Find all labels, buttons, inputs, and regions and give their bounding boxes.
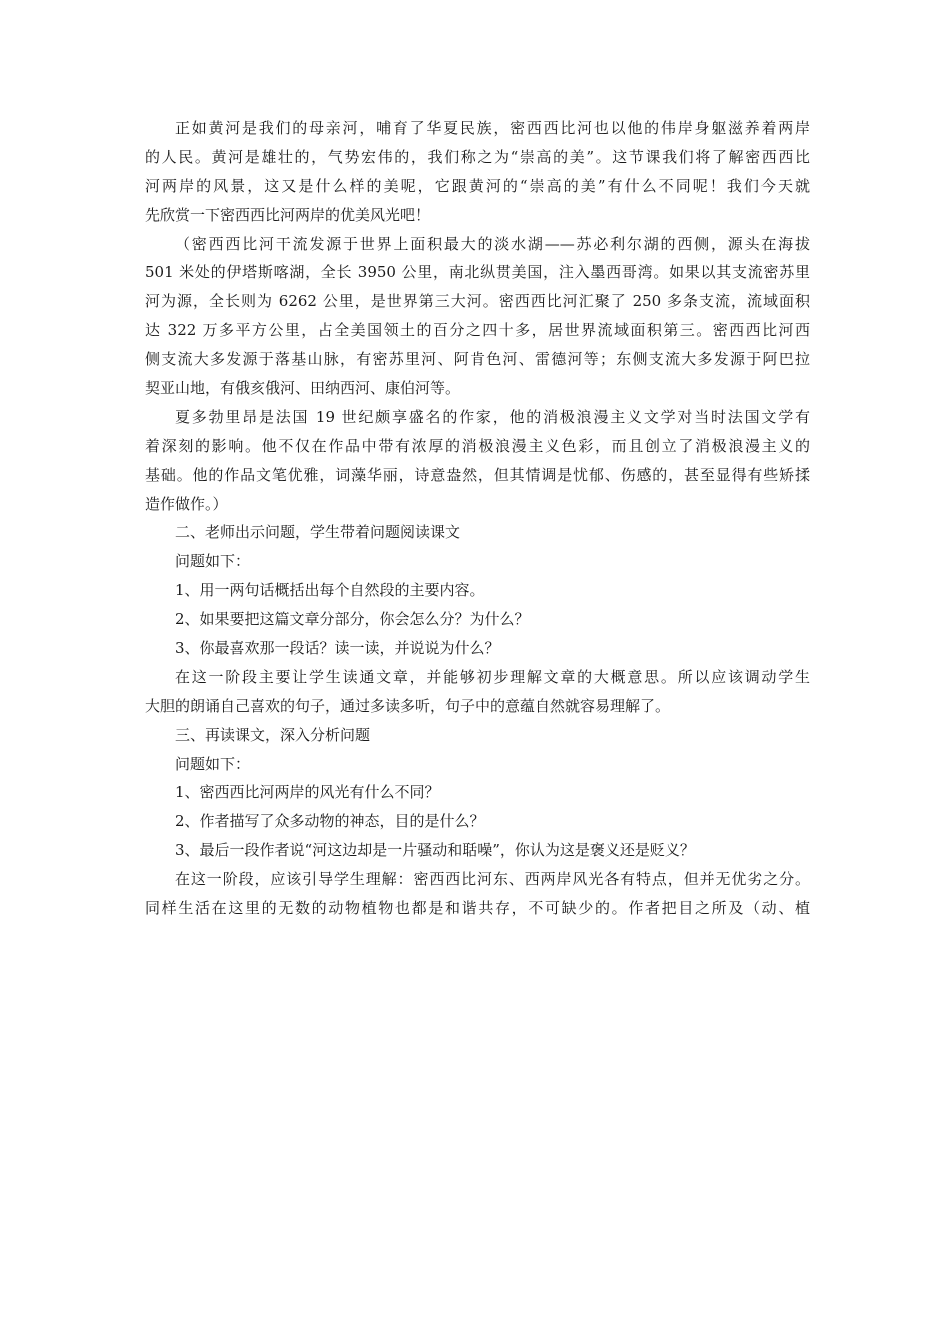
- text-line: 达 322 万多平方公里，占全美国领土的百分之四十多，居世界流域面积第三。密西西比河西: [145, 321, 810, 340]
- text-line: 在这一阶段，应该引导学生理解：密西西比河东、西两岸风光各有特点，但并无优劣之分。: [175, 870, 810, 889]
- text-line: 着深刻的影响。他不仅在作品中带有浓厚的消极浪漫主义色彩，而且创立了消极浪漫主义的: [145, 436, 810, 455]
- text-line: 问题如下：: [175, 754, 251, 773]
- text-line: 夏多勃里昂是法国 19 世纪颇享盛名的作家，他的消极浪漫主义文学对当时法国文学有: [175, 407, 810, 426]
- text-line: 侧支流大多发源于落基山脉，有密苏里河、阿肯色河、雷德河等；东侧支流大多发源于阿巴拉: [145, 350, 810, 369]
- question-item: 1、密西西比河两岸的风光有什么不同？: [175, 783, 440, 802]
- text-line: 造作做作。）: [145, 494, 228, 513]
- question-item: 2、作者描写了众多动物的神态，目的是什么？: [175, 812, 485, 831]
- text-line: 在这一阶段主要让学生读通文章，并能够初步理解文章的大概意思。所以应该调动学生: [175, 667, 810, 686]
- text-line: 先欣赏一下密西西比河两岸的优美风光吧！: [145, 205, 431, 224]
- text-line: 的人民。黄河是雄壮的，气势宏伟的，我们称之为“崇高的美”。这节课我们将了解密西西比: [145, 147, 810, 166]
- question-item: 1、用一两句话概括出每个自然段的主要内容。: [175, 581, 485, 600]
- text-line: 501 米处的伊塔斯喀湖，全长 3950 公里，南北纵贯美国，注入墨西哥湾。如果以其支流密苏里: [145, 263, 810, 282]
- text-line: 大胆的朗诵自己喜欢的句子，通过多读多听，句子中的意蕴自然就容易理解了。: [145, 696, 671, 715]
- text-line: 契亚山地，有俄亥俄河、田纳西河、康伯河等。: [145, 379, 461, 398]
- text-line: 基础。他的作品文笔优雅，词藻华丽，诗意盎然，但其情调是忧郁、伤感的，甚至显得有些矫揉: [145, 465, 810, 484]
- section-heading: 三、再读课文，深入分析问题: [175, 725, 371, 744]
- document-body: [145, 114, 810, 923]
- text-line: 河两岸的风景，这又是什么样的美呢，它跟黄河的“崇高的美”有什么不同呢！我们今天就: [145, 176, 810, 195]
- text-line: 同样生活在这里的无数的动物植物也都是和谐共存，不可缺少的。作者把目之所及（动、植: [145, 899, 810, 918]
- question-item: 3、你最喜欢那一段话？读一读，并说说为什么？: [175, 639, 500, 658]
- text-line: 正如黄河是我们的母亲河，哺育了华夏民族，密西西比河也以他的伟岸身躯滋养着两岸: [175, 119, 810, 137]
- text-line: （密西西比河干流发源于世界上面积最大的淡水湖——苏必利尔湖的西侧，源头在海拔: [175, 234, 810, 253]
- text-line: 问题如下：: [175, 552, 251, 571]
- text-line: 河为源，全长则为 6262 公里，是世界第三大河。密西西比河汇聚了 250 多条支流，流域面积: [145, 292, 810, 311]
- question-item: 2、如果要把这篇文章分部分，你会怎么分？为什么？: [175, 610, 530, 629]
- question-item: 3、最后一段作者说“河这边却是一片骚动和聒噪”，你认为这是褒义还是贬义？: [175, 841, 695, 860]
- section-heading: 二、老师出示问题，学生带着问题阅读课文: [175, 523, 461, 542]
